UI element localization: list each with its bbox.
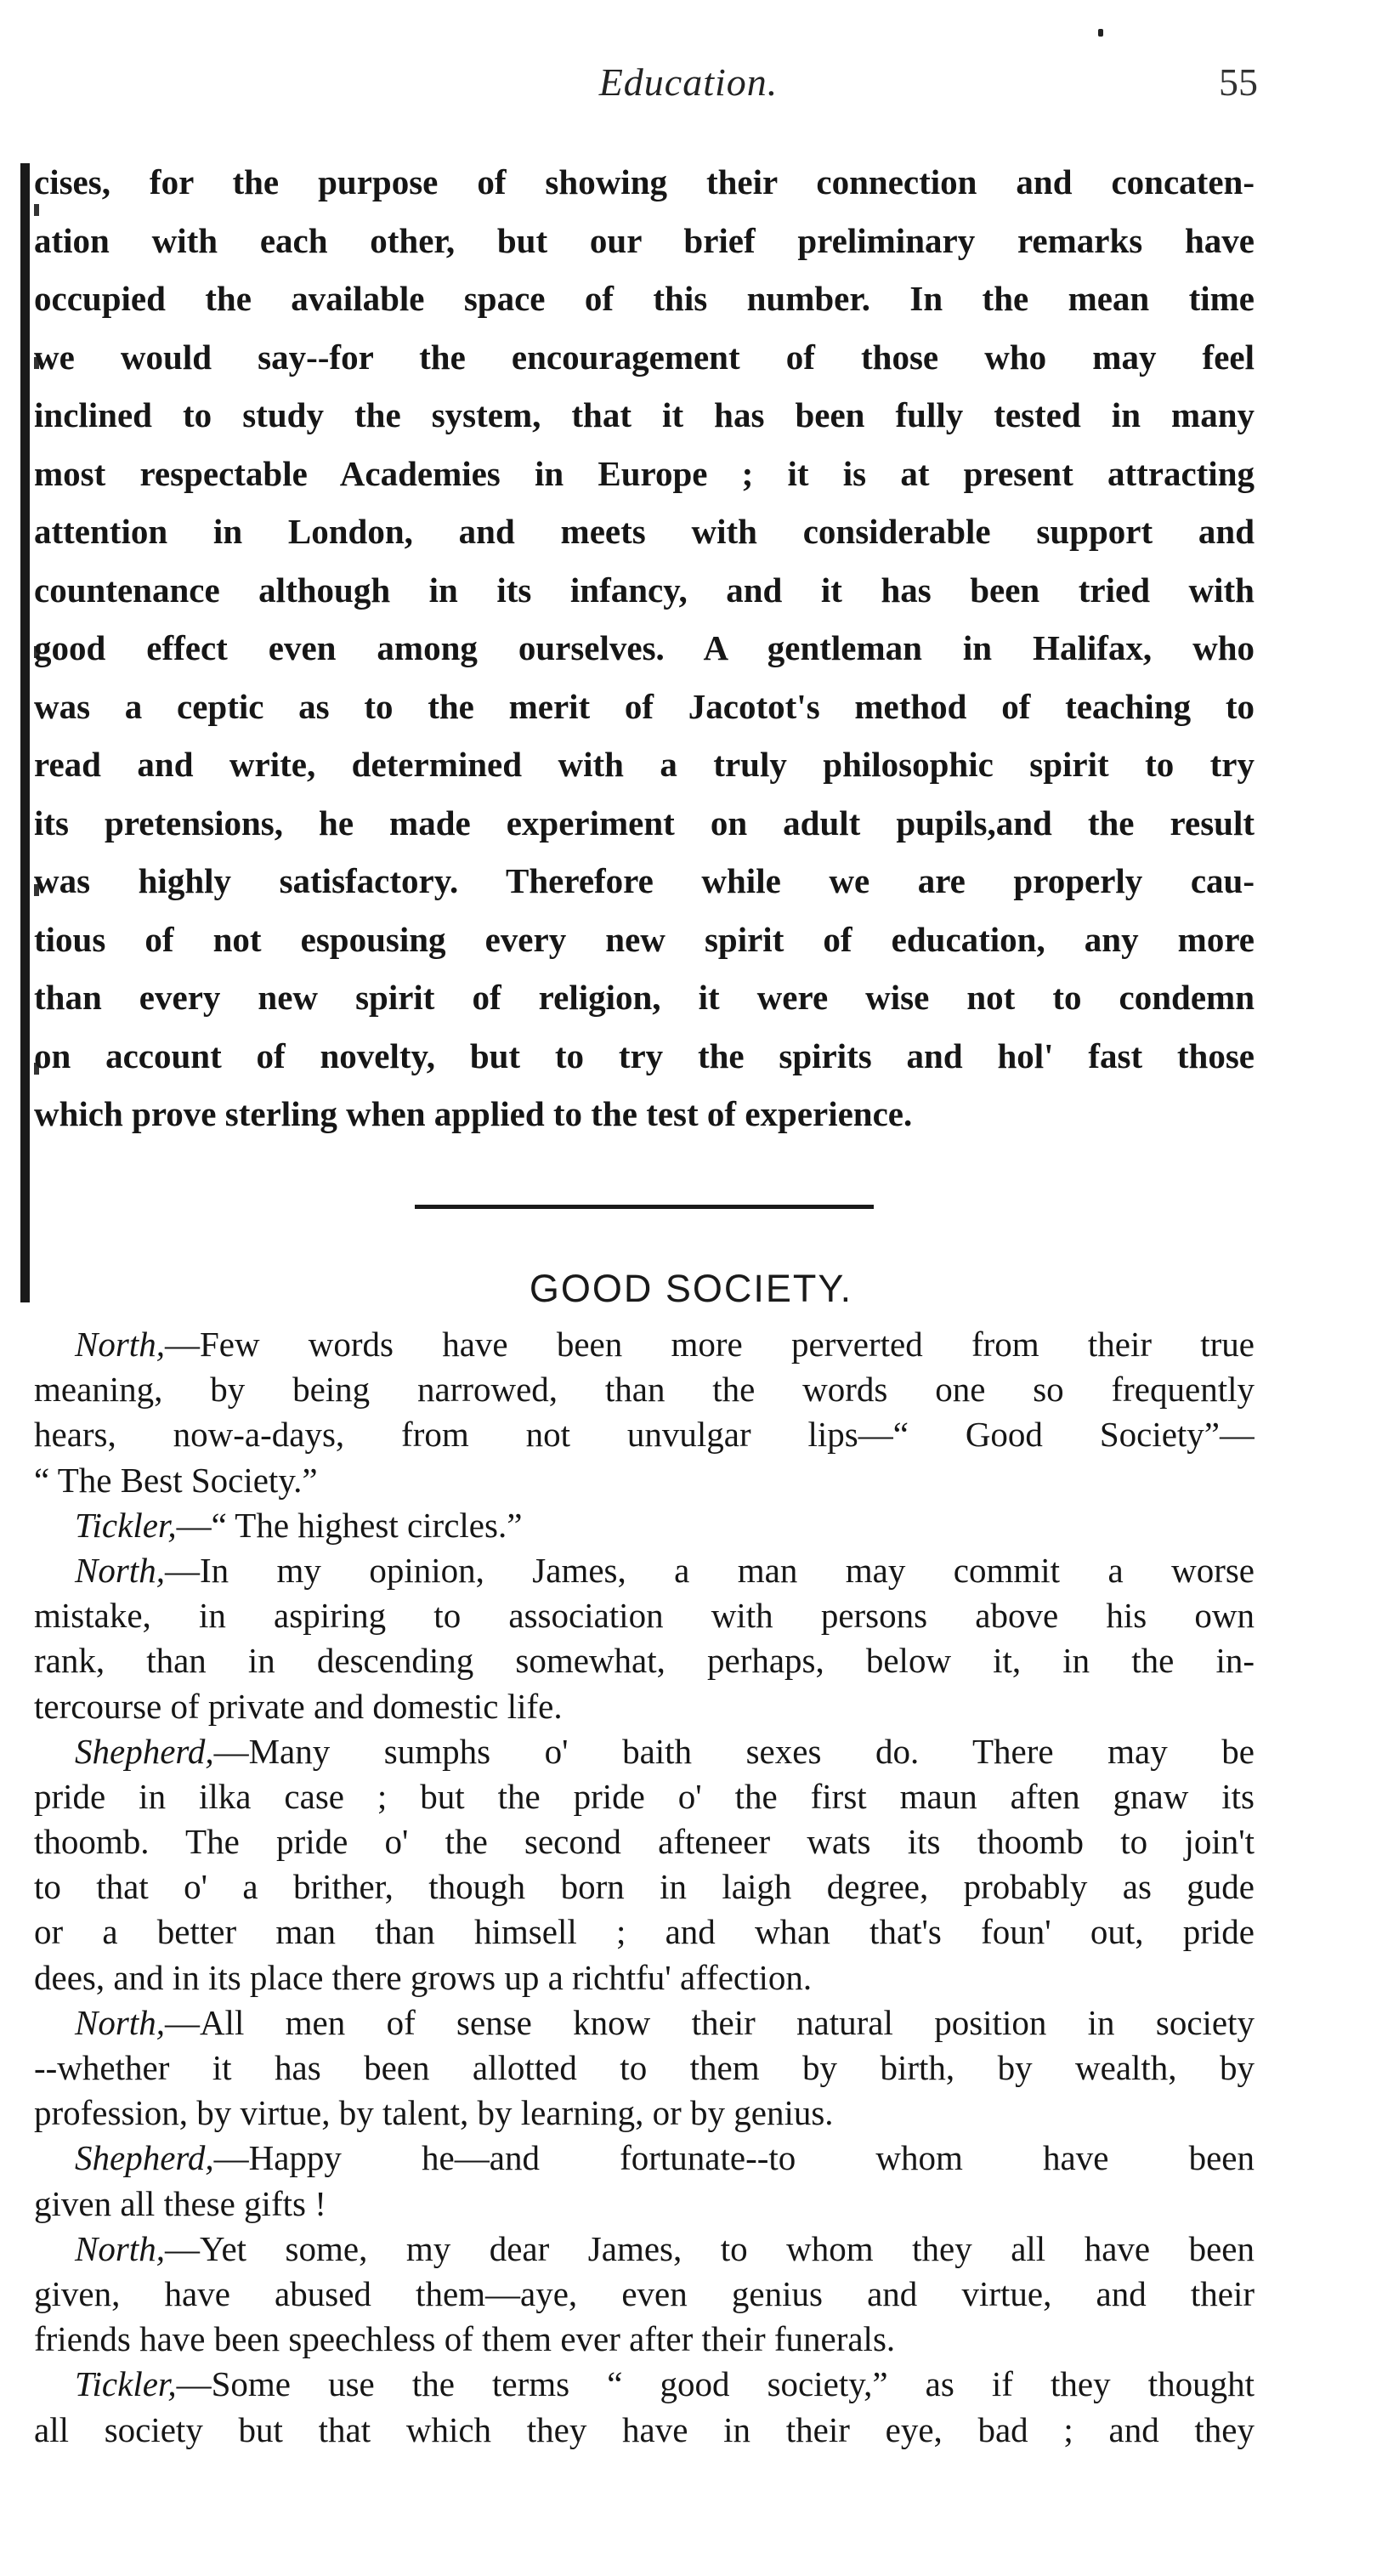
dialogue-text: thoomb. The pride o' the second afteneer wats its thoomb to join't [34,1822,1255,1862]
dialogue-text: —Many sumphs o' baith sexes do. There may be [213,1731,1255,1771]
dialogue-line [34,2182,1255,2227]
dialogue-line [34,1684,1255,1729]
dialogue-text: to that o' a brither, though born in laigh degree, probably as gude [34,1867,1255,1907]
dialogue-text: dees, and in its place there grows up a richtfu' affection. [34,1957,813,1997]
text-line: was a ceptic as to the merit of Jacotot's method of teaching to [34,686,1255,726]
dialogue-line [34,2136,1255,2181]
speaker-name: Tickler, [75,2364,177,2404]
text-line: cises, for the purpose of showing their connection and concaten- [34,162,1255,201]
dialogue-text: mistake, in aspiring to association with persons above his own [34,1596,1255,1636]
dialogue-line [34,2362,1255,2407]
dialogue-line [34,1367,1255,1412]
speaker-name: North, [75,1550,165,1590]
dialogue-line [34,1322,1255,1367]
dialogue-text: given, have abused them—aye, even genius and virtue, and their [34,2273,1255,2313]
education-paragraph [34,153,1255,1143]
dialogue-text: —Yet some, my dear James, to whom they all have been [164,2228,1255,2268]
dialogue-text: friends have been speechless of them ever after their funerals. [34,2319,896,2359]
margin-binding-rule [20,163,30,1302]
text-line: countenance although in its infancy, and it has been tried with [34,570,1255,610]
ink-speck [1098,29,1103,37]
dialogue-text: —Some use the terms “ good society,” as if they thought [176,2364,1255,2404]
dialogue-text: given all these gifts ! [34,2183,326,2223]
dialogue-text: rank, than in descending somewhat, perhaps, below it, in the in- [34,1641,1255,1681]
text-line: read and write, determined with a truly philosophic spirit to try [34,745,1255,784]
dialogue-text: profession, by virtue, by talent, by learning, or by genius. [34,2093,834,2133]
text-line: its pretensions, he made experiment on adult pupils,and the result [34,803,1255,843]
dialogue-line [34,2408,1255,2453]
dialogue-line [34,1412,1255,1457]
text-line: than every new spirit of religion, it were wise not to condemn [34,978,1255,1017]
dialogue-text: —Few words have been more perverted from their true [164,1325,1255,1364]
dialogue-line [34,2091,1255,2136]
dialogue-line [34,1548,1255,1593]
dialogue-text: —All men of sense know their natural position in society [164,2002,1255,2042]
speaker-name: Shepherd, [75,1731,214,1771]
text-line: tious of not espousing every new spirit of education, any more [34,919,1255,959]
dialogue-text: or a better man than himsell ; and whan that's foun' out, pride [34,1912,1255,1952]
text-line: occupied the available space of this number. In the mean time [34,279,1255,318]
running-head: Education. [598,60,779,104]
dialogue-text: —Happy he—and fortunate--to whom have been [213,2138,1255,2178]
page-number: 55 [1219,60,1258,104]
text-line: we would say--for the encouragement of those who may feel [34,337,1255,377]
dialogue-text [34,1322,1255,2453]
speaker-name: North, [75,2228,165,2268]
text-line: good effect even among ourselves. A gentleman in Halifax, who [34,628,1255,667]
dialogue-line [34,2000,1255,2045]
dialogue-line [34,1774,1255,1819]
dialogue-line [34,2045,1255,2091]
speaker-name: Tickler, [75,1505,177,1545]
dialogue-text: “ The Best Society.” [34,1460,318,1500]
dialogue-text: —“ The highest circles.” [176,1505,523,1545]
dialogue-line [34,1864,1255,1909]
dialogue-line [34,2317,1255,2362]
dialogue-text: hears, now-a-days, from not unvulgar lips—“ Good Society”— [34,1415,1255,1455]
text-line: was highly satisfactory. Therefore while we are properly cau- [34,861,1255,900]
dialogue-text: pride in ilka case ; but the pride o' the first maun aften gnaw its [34,1776,1255,1816]
text-line: inclined to study the system, that it has been fully tested in many [34,395,1255,434]
dialogue-line [34,1593,1255,1638]
dialogue-line [34,1638,1255,1683]
text-line: ation with each other, but our brief preliminary remarks have [34,220,1255,260]
text-line: attention in London, and meets with considerable support and [34,512,1255,551]
dialogue-line [34,1819,1255,1864]
text-line: on account of novelty, but to try the spirits and hol' fast those [34,1036,1255,1075]
dialogue-line [34,1955,1255,2000]
dialogue-line [34,2227,1255,2272]
section-title: GOOD SOCIETY. [529,1267,853,1310]
dialogue-text: --whether it has been allotted to them by birth, by wealth, by [34,2048,1255,2087]
text-line: which prove sterling when applied to the test of experience. [34,1094,913,1133]
dialogue-text: meaning, by being narrowed, than the words one so frequently [34,1370,1255,1410]
dialogue-line [34,1458,1255,1503]
speaker-name: North, [75,1325,165,1364]
dialogue-text: tercourse of private and domestic life. [34,1686,563,1726]
text-line: most respectable Academies in Europe ; it is at present attracting [34,453,1255,493]
dialogue-line [34,2272,1255,2317]
speaker-name: North, [75,2002,165,2042]
dialogue-line [34,1729,1255,1774]
dialogue-text: —In my opinion, James, a man may commit a worse [164,1550,1255,1590]
section-divider [415,1205,874,1209]
dialogue-line [34,1503,1255,1548]
dialogue-text: all society but that which they have in their eye, bad ; and they [34,2409,1255,2449]
dialogue-line [34,1909,1255,1955]
speaker-name: Shepherd, [75,2138,214,2178]
